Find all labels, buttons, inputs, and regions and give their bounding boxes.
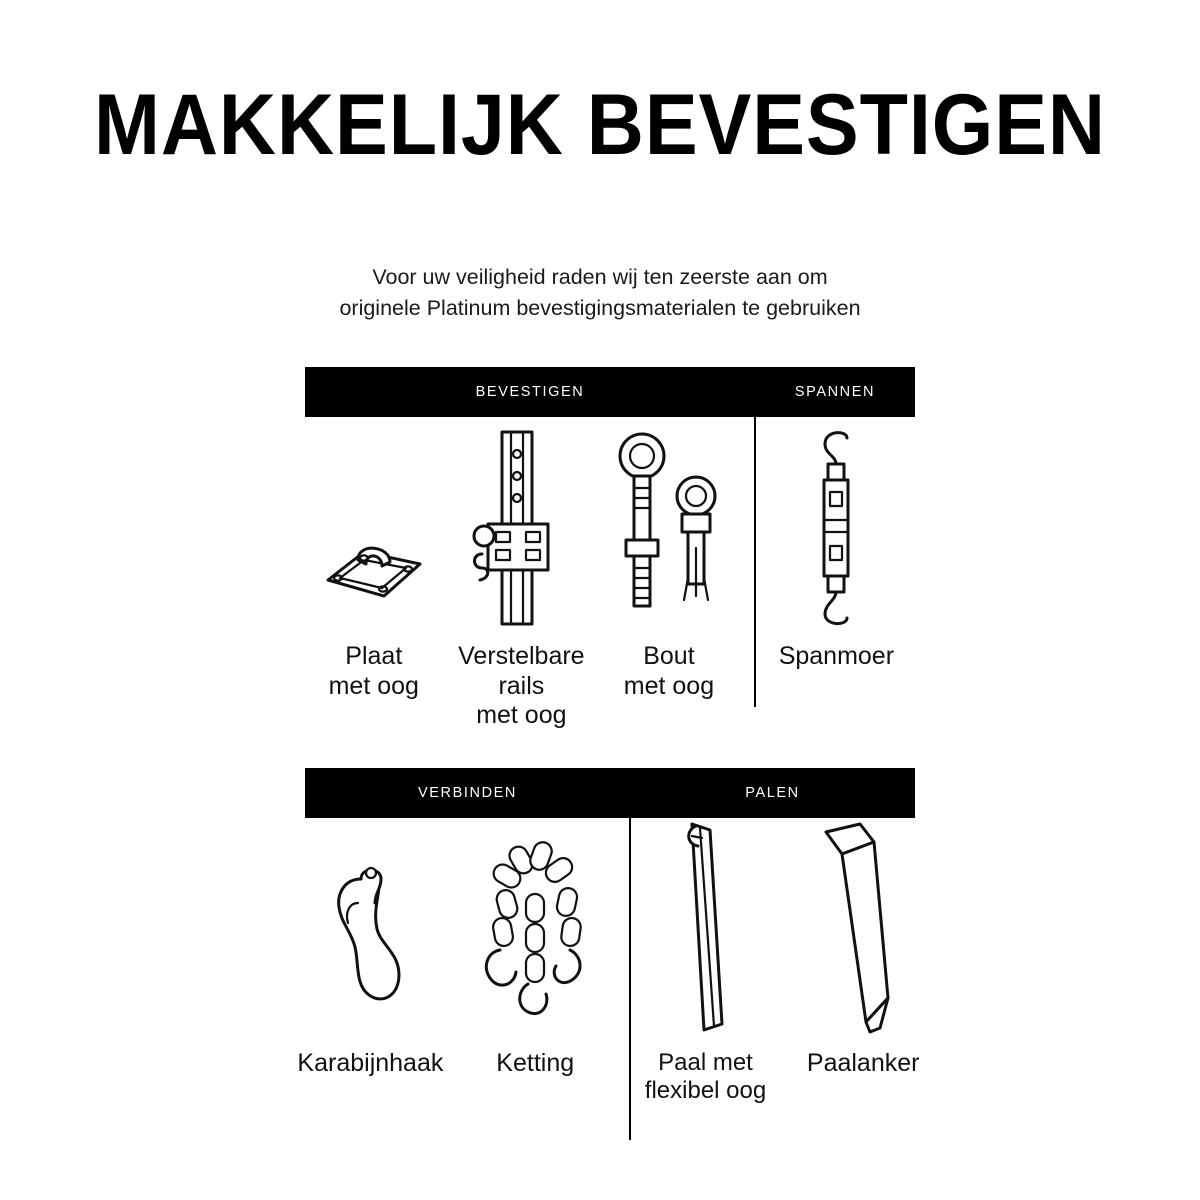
caption-karabijnhaak: Karabijnhaak — [297, 1049, 444, 1077]
turnbuckle-art — [791, 418, 881, 628]
item-spanmoer — [753, 418, 920, 731]
intro-text — [0, 262, 1200, 324]
flex-eye-pole-art — [666, 820, 746, 1035]
section-verbinden-header — [305, 768, 915, 818]
pole-anchor-icon — [808, 820, 918, 1035]
carabiner-art — [325, 820, 415, 1035]
section-bevestigen-header — [305, 367, 915, 417]
chain-art — [470, 820, 600, 1035]
caption-paal-met-flexibel-oog: Paal met flexibel oog — [644, 1049, 767, 1105]
intro-line-2: originele Platinum bevestigingsmaterialen te gebruiken — [339, 296, 861, 321]
pole-anchor-art — [808, 820, 918, 1035]
caption-paalanker: Paalanker — [806, 1049, 920, 1077]
header-bevestigen: BEVESTIGEN — [475, 384, 585, 400]
header-spannen: SPANNEN — [794, 384, 876, 400]
turnbuckle-icon — [791, 428, 881, 628]
eye-bolt-icon — [604, 428, 734, 628]
caption-verstelbare-rails: Verstelbare rails met oog — [458, 642, 585, 729]
header-verbinden: VERBINDEN — [418, 785, 517, 801]
item-karabijnhaak — [282, 820, 459, 1106]
section-b-items — [282, 820, 942, 1106]
header-row-b — [305, 768, 915, 818]
caption-ketting: Ketting — [496, 1049, 575, 1077]
adjustable-rail-icon — [466, 428, 576, 628]
chain-icon — [470, 840, 600, 1035]
item-ketting — [459, 820, 612, 1106]
eye-plate-art — [314, 418, 434, 628]
caption-spanmoer: Spanmoer — [778, 642, 895, 670]
item-bout-met-oog — [595, 418, 743, 731]
item-plaat-met-oog — [300, 418, 448, 731]
eye-plate-icon — [314, 508, 434, 628]
header-row-a — [305, 367, 915, 417]
caption-bout-met-oog: Bout met oog — [623, 642, 715, 700]
item-paal-met-flexibel-oog — [627, 820, 785, 1106]
header-palen: PALEN — [745, 785, 800, 801]
flex-eye-pole-icon — [666, 820, 746, 1035]
intro-line-1: Voor uw veiligheid raden wij ten zeerste aan om — [372, 265, 828, 289]
caption-plaat-met-oog: Plaat met oog — [328, 642, 419, 700]
eye-bolt-art — [604, 418, 734, 628]
item-paalanker — [784, 820, 942, 1106]
carabiner-icon — [325, 845, 415, 1035]
section-a-items — [300, 418, 920, 731]
adjustable-rail-art — [466, 418, 576, 628]
item-verstelbare-rails — [448, 418, 596, 731]
page-title: MAKKELIJK BEVESTIGEN — [94, 77, 1106, 173]
